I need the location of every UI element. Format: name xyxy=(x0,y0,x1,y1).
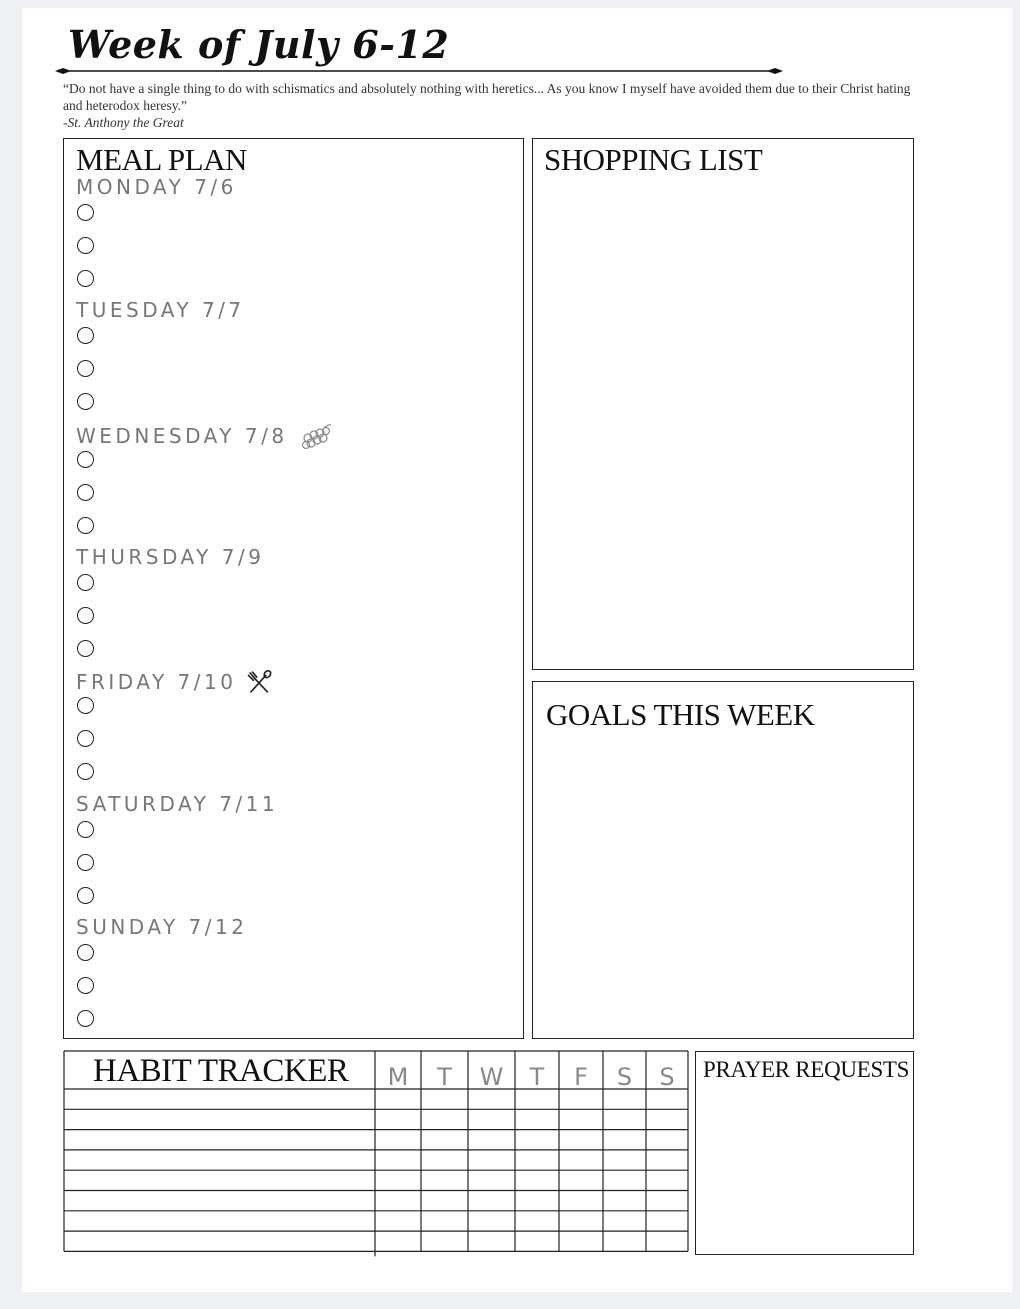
meal-checkbox[interactable] xyxy=(77,237,94,254)
habit-day-letter: S xyxy=(616,1063,633,1091)
habit-day-letter: M xyxy=(387,1063,409,1091)
habit-row[interactable] xyxy=(64,1170,688,1190)
meal-plan-heading: MEAL PLAN xyxy=(76,142,247,177)
grapes-icon xyxy=(298,422,332,450)
planner-page xyxy=(22,8,1012,1292)
shopping-list-box[interactable] xyxy=(532,138,914,670)
meal-checkbox[interactable] xyxy=(77,517,94,534)
meal-checkbox[interactable] xyxy=(77,730,94,747)
quote-text: “Do not have a single thing to do with schismatics and absolutely nothing with heretics... As you know I myself have avoided them due to their Christ hating and heterodox heresy.” xyxy=(63,81,911,113)
habit-row[interactable] xyxy=(64,1150,688,1170)
page-title: Week of July 6-12 xyxy=(68,22,450,67)
day-label-text: FRIDAY 7/10 xyxy=(76,670,237,695)
meal-checkbox[interactable] xyxy=(77,1010,94,1027)
prayer-requests-box[interactable] xyxy=(695,1051,914,1255)
day-label xyxy=(76,422,332,450)
meal-checkbox[interactable] xyxy=(77,451,94,468)
meal-checkbox[interactable] xyxy=(77,944,94,961)
meal-checkbox[interactable] xyxy=(77,607,94,624)
habit-day-letter: W xyxy=(479,1063,504,1091)
meal-checkbox[interactable] xyxy=(77,204,94,221)
habit-row[interactable] xyxy=(64,1089,688,1109)
prayer-requests-heading: PRAYER REQUESTS xyxy=(703,1057,910,1082)
habit-row[interactable] xyxy=(64,1130,688,1150)
day-label-text: SUNDAY 7/12 xyxy=(76,914,248,939)
meal-checkbox[interactable] xyxy=(77,484,94,501)
meal-checkbox[interactable] xyxy=(77,574,94,591)
day-label xyxy=(76,915,247,939)
fork-spoon-icon xyxy=(246,668,280,696)
meal-checkbox[interactable] xyxy=(77,327,94,344)
day-label xyxy=(76,175,237,199)
meal-checkbox[interactable] xyxy=(77,697,94,714)
meal-checkbox[interactable] xyxy=(77,393,94,410)
shopping-list-heading: SHOPPING LIST xyxy=(544,142,763,177)
meal-checkbox[interactable] xyxy=(77,977,94,994)
habit-row[interactable] xyxy=(64,1109,688,1129)
meal-checkbox[interactable] xyxy=(77,854,94,871)
quote-block xyxy=(63,80,923,131)
quote-attribution: -St. Anthony the Great xyxy=(63,115,184,130)
day-label xyxy=(76,792,278,816)
meal-checkbox[interactable] xyxy=(77,821,94,838)
meal-checkbox[interactable] xyxy=(77,887,94,904)
habit-day-letter: S xyxy=(659,1063,675,1091)
day-label-text: TUESDAY 7/7 xyxy=(76,298,245,323)
day-label-text: MONDAY 7/6 xyxy=(76,175,237,199)
habit-row[interactable] xyxy=(64,1191,688,1211)
habit-row[interactable] xyxy=(64,1231,688,1251)
day-label-text: SATURDAY 7/11 xyxy=(76,791,279,816)
day-label-text: THURSDAY 7/9 xyxy=(76,544,265,569)
meal-checkbox[interactable] xyxy=(77,640,94,657)
habit-tracker-heading: HABIT TRACKER xyxy=(93,1053,349,1089)
habit-row[interactable] xyxy=(64,1211,688,1231)
goals-box[interactable] xyxy=(532,681,914,1039)
meal-checkbox[interactable] xyxy=(77,360,94,377)
day-label xyxy=(76,298,245,322)
meal-checkbox[interactable] xyxy=(77,763,94,780)
habit-day-letter: T xyxy=(437,1063,452,1091)
habit-day-letter: T xyxy=(529,1063,545,1091)
habit-day-letter: F xyxy=(574,1063,588,1091)
goals-heading: GOALS THIS WEEK xyxy=(546,697,815,732)
day-label xyxy=(76,545,264,569)
day-label xyxy=(76,668,280,696)
meal-checkbox[interactable] xyxy=(77,270,94,287)
meal-plan-box xyxy=(63,138,524,1039)
day-label-text: WEDNESDAY 7/8 xyxy=(76,423,288,448)
title-underline xyxy=(55,65,783,77)
